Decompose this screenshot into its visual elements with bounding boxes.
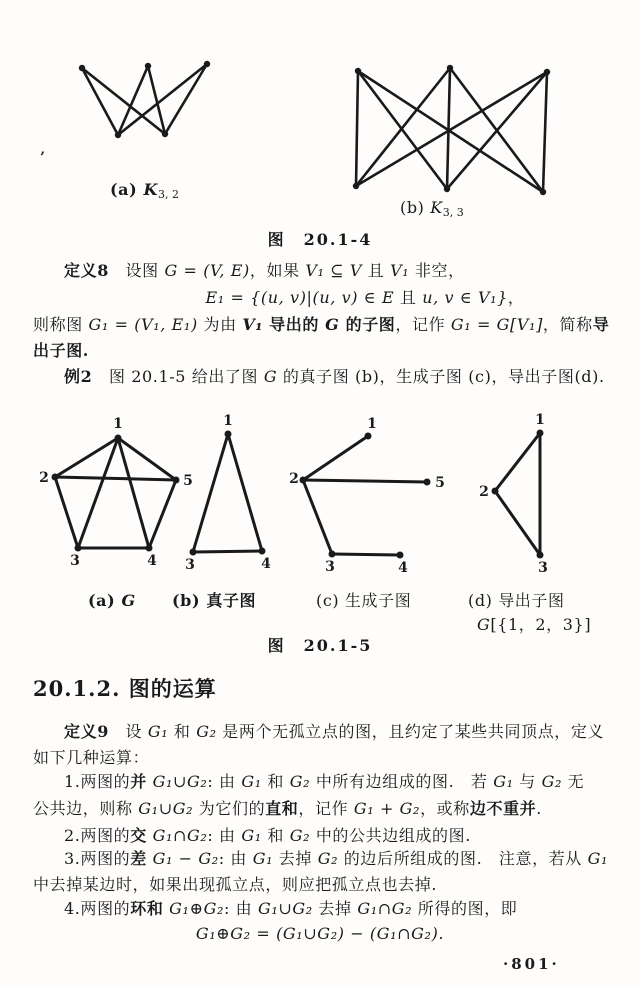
def9-line2: 如下几种运算：	[33, 748, 150, 767]
def8-line1: 定义8 设图 G = (V, E)，如果 V₁ ⊆ V 且 V₁ 非空，	[64, 261, 465, 280]
svg-text:1: 1	[367, 416, 377, 432]
item3-line1: 3.两图的差 G₁ − G₂: 由 G₁ 去掉 G₂ 的边后所组成的图. 注意，若从 G₁	[64, 849, 608, 868]
item4-formula: G₁⊕G₂ = (G₁∪G₂) − (G₁∩G₂).	[195, 924, 445, 943]
svg-text:5: 5	[183, 473, 193, 489]
stray-mark: ’	[40, 150, 46, 166]
svg-text:3: 3	[70, 553, 80, 569]
def8-line2-formula: E₁ = {(u, v)|(u, v) ∈ E 且 u, v ∈ V₁}，	[205, 288, 525, 307]
item3-line2: 中去掉某边时，如果出现孤立点，则应把孤立点也去掉.	[33, 875, 438, 894]
figure-2014-caption: 图 20.1-4	[267, 230, 373, 249]
svg-text:2: 2	[479, 484, 489, 500]
caption-a: (a) G	[88, 591, 136, 610]
svg-text:4: 4	[261, 556, 271, 572]
graph-proper-subgraph	[180, 413, 290, 573]
svg-text:1: 1	[223, 413, 233, 429]
caption-d: (d) 导出子图	[468, 591, 565, 610]
example2-line: 例2 图 20.1-5 给出了图 G 的真子图 (b)，生成子图 (c)，导出子图(d).	[64, 367, 605, 386]
svg-text:1: 1	[535, 412, 545, 428]
def8-line4: 出子图.	[33, 341, 89, 360]
page-number: ·801·	[503, 955, 560, 973]
svg-text:2: 2	[289, 471, 299, 487]
graph-g	[39, 415, 193, 569]
item1-line2: 公共边，则称 G₁∪G₂ 为它们的直和，记作 G₁ + G₂，或称边不重并.	[33, 799, 542, 818]
graph-k33	[340, 55, 560, 205]
figure-2015-caption: 图 20.1-5	[267, 636, 373, 655]
graph-k33-label: (b) $K_{3, 3}$	[400, 198, 464, 219]
svg-text:3: 3	[185, 557, 195, 573]
svg-text:3: 3	[325, 559, 335, 575]
section-heading: 20.1.2. 图的运算	[33, 676, 217, 701]
svg-text:4: 4	[398, 560, 408, 576]
caption-d-formula: G[{1，2，3}]	[477, 615, 592, 634]
caption-c: (c) 生成子图	[316, 591, 412, 610]
svg-text:3: 3	[538, 560, 548, 576]
graph-induced-subgraph	[479, 412, 590, 576]
def8-line3: 则称图 G₁ = (V₁, E₁) 为由 V₁ 导出的 G 的子图，记作 G₁ = G[V₁]，简称导	[33, 315, 610, 334]
svg-text:2: 2	[39, 470, 49, 486]
caption-b: (b) 真子图	[172, 591, 257, 610]
svg-text:5: 5	[435, 475, 445, 491]
def9-line1: 定义9 设 G₁ 和 G₂ 是两个无孤立点的图，且约定了某些共同顶点，定义	[64, 722, 605, 741]
svg-text:4: 4	[147, 553, 157, 569]
item2-line: 2.两图的交 G₁∩G₂: 由 G₁ 和 G₂ 中的公共边组成的图.	[64, 826, 471, 845]
graph-spanning-subgraph	[289, 415, 445, 576]
item4-line1: 4.两图的环和 G₁⊕G₂: 由 G₁∪G₂ 去掉 G₁∩G₂ 所得的图，即	[64, 899, 518, 918]
svg-text:1: 1	[113, 416, 123, 432]
item1-line1: 1.两图的并 G₁∪G₂: 由 G₁ 和 G₂ 中所有边组成的图. 若 G₁ 与 G₂ 无	[64, 772, 585, 791]
graph-k32-label: (a) $K_{3, 2}$	[110, 180, 179, 201]
